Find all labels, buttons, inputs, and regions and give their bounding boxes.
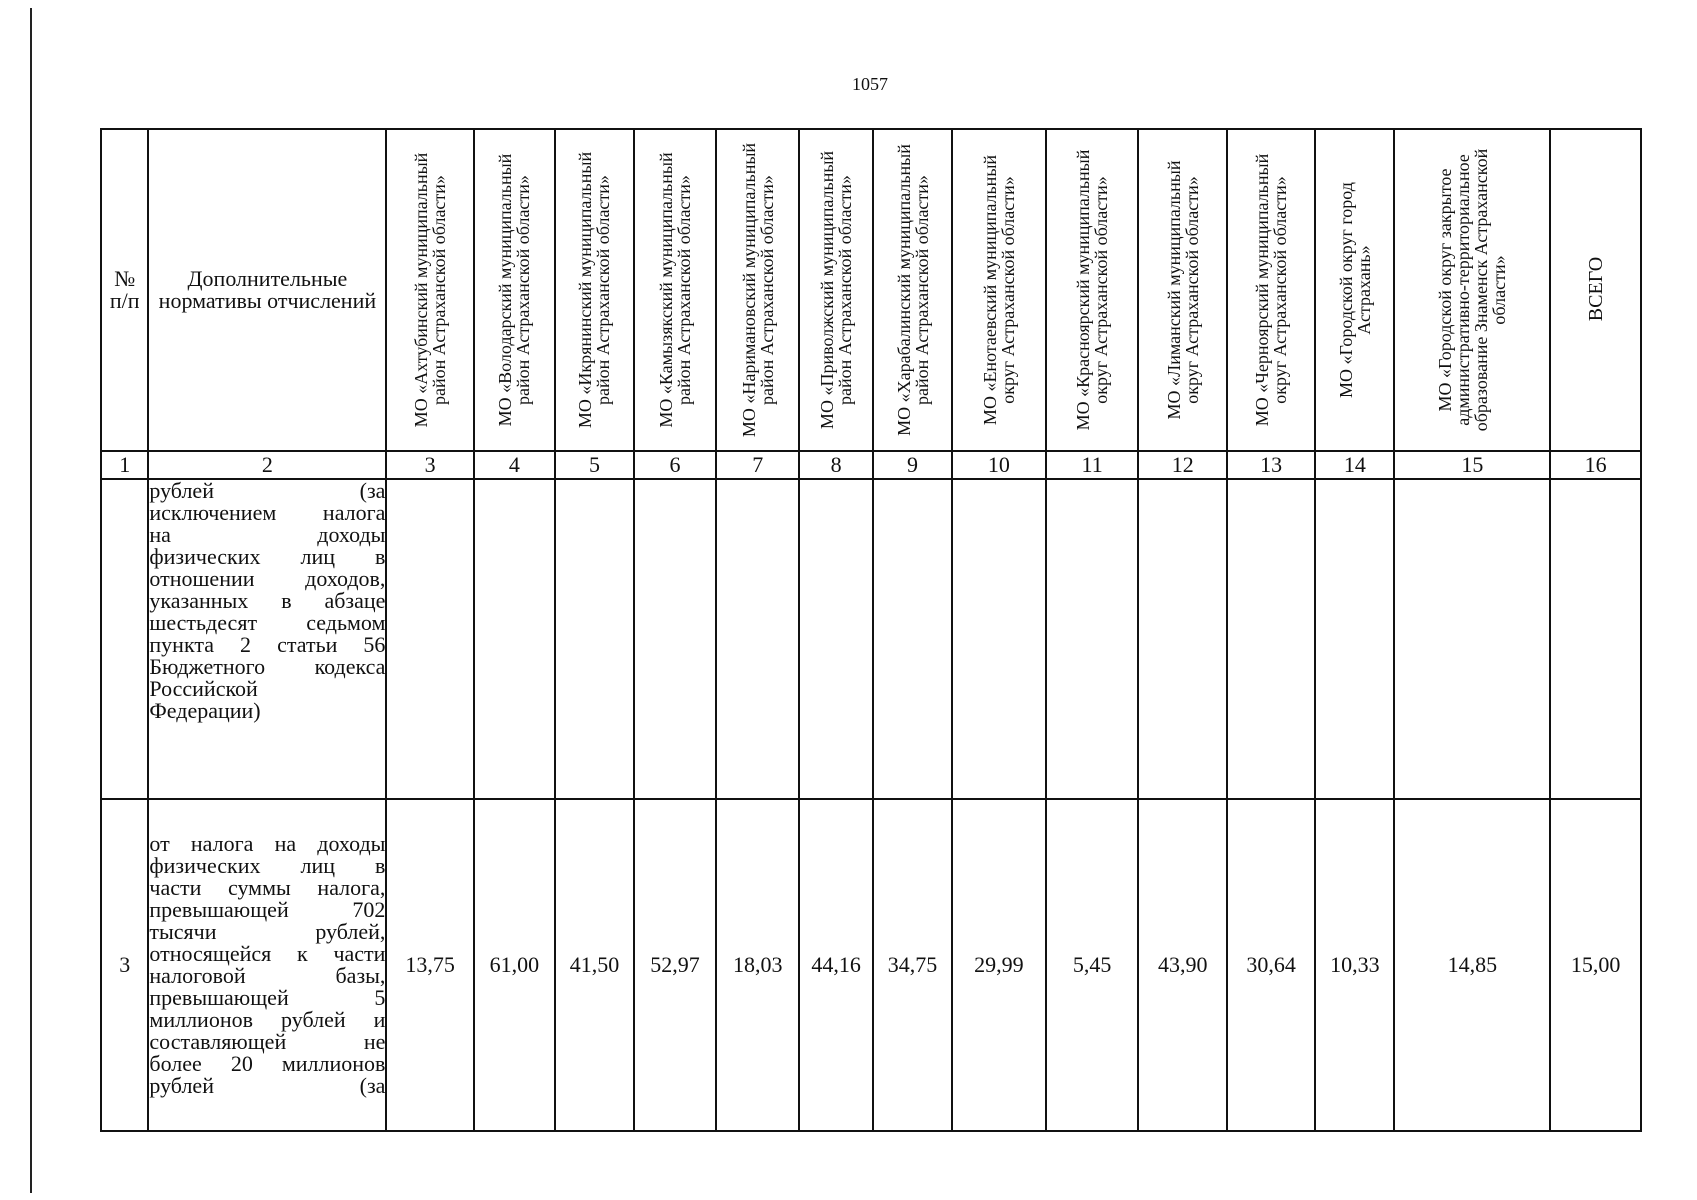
header-narimanovsky-label: МО «Наримановский муниципальный район Астраханской области» xyxy=(738,142,777,438)
column-number: 12 xyxy=(1138,451,1226,479)
column-number: 1 xyxy=(101,451,148,479)
description-line: тысячи рублей, xyxy=(149,919,386,944)
description-line: миллионов рублей и xyxy=(149,1007,386,1032)
header-number-label: № п/п xyxy=(109,266,140,313)
empty-cell xyxy=(1315,479,1394,799)
header-enotaevsky xyxy=(952,129,1046,451)
description-line: относящейся к части xyxy=(149,941,386,966)
value-cell: 29,99 xyxy=(952,799,1046,1131)
column-number: 11 xyxy=(1046,451,1139,479)
value-cell: 13,75 xyxy=(386,799,473,1131)
column-number: 10 xyxy=(952,451,1046,479)
empty-cell xyxy=(1550,479,1641,799)
empty-cell xyxy=(1138,479,1226,799)
header-enotaevsky-label: МО «Енотаевский муниципальный округ Астраханской области» xyxy=(979,154,1018,426)
header-krasnoyarsky xyxy=(1046,129,1139,451)
header-number xyxy=(101,129,148,451)
empty-cell xyxy=(873,479,952,799)
column-number: 16 xyxy=(1550,451,1641,479)
description-line: отношении доходов, xyxy=(149,566,386,591)
header-privolzhsky xyxy=(799,129,873,451)
column-number: 3 xyxy=(386,451,473,479)
description-line: налоговой базы, xyxy=(149,963,386,988)
header-total-label: ВСЕГО xyxy=(1584,256,1607,322)
description-line: Бюджетного кодекса xyxy=(149,654,386,679)
header-akhtubinsky-label: МО «Ахтубинский муниципальный район Астраханской области» xyxy=(411,152,450,428)
description-line: более 20 миллионов xyxy=(149,1051,386,1076)
column-number: 5 xyxy=(555,451,634,479)
column-number: 13 xyxy=(1227,451,1315,479)
value-cell: 15,00 xyxy=(1550,799,1641,1131)
allocation-table xyxy=(100,128,1642,1132)
header-limansky-label: МО «Лиманский муниципальный округ Астраханской области» xyxy=(1163,160,1202,420)
description-line: рублей (за xyxy=(149,478,386,503)
header-privolzhsky-label: МО «Приволжский муниципальный район Астраханской области» xyxy=(817,150,856,430)
column-number: 2 xyxy=(148,451,386,479)
header-total xyxy=(1550,129,1641,451)
header-kamyzyaksky-label: МО «Камызякский муниципальный район Астраханской области» xyxy=(656,152,695,428)
empty-cell xyxy=(386,479,473,799)
empty-cell xyxy=(1227,479,1315,799)
empty-cell xyxy=(555,479,634,799)
empty-cell xyxy=(1046,479,1139,799)
header-volodarsky-label: МО «Володарский муниципальный район Астраханской области» xyxy=(495,153,534,427)
value-cell: 61,00 xyxy=(474,799,555,1131)
header-ikryaninsky-label: МО «Икрянинский муниципальный район Астраханской области» xyxy=(575,151,614,429)
column-number: 14 xyxy=(1315,451,1394,479)
left-margin-line xyxy=(30,8,32,1193)
empty-cell xyxy=(1394,479,1550,799)
value-cell: 44,16 xyxy=(799,799,873,1131)
column-number: 9 xyxy=(873,451,952,479)
header-krasnoyarsky-label: МО «Красноярский муниципальный округ Астраханской области» xyxy=(1073,149,1112,431)
header-row xyxy=(101,129,1641,451)
column-number: 8 xyxy=(799,451,873,479)
header-znamensk-label: МО «Городской округ закрытое административно-территориальное образование Знаменск Астраханской области» xyxy=(1435,148,1510,432)
page-number: 1057 xyxy=(852,74,888,94)
description-line: рублей (за xyxy=(149,1073,386,1098)
header-kharabalinsky-label: МО «Харабалинский муниципальный район Астраханской области» xyxy=(893,144,932,436)
continuation-number-cell xyxy=(101,479,148,799)
description-line: указанных в абзаце xyxy=(149,588,386,613)
column-number: 6 xyxy=(634,451,716,479)
header-chernoyarsky xyxy=(1227,129,1315,451)
description-line: на доходы xyxy=(149,522,386,547)
value-cell: 14,85 xyxy=(1394,799,1550,1131)
value-cell: 10,33 xyxy=(1315,799,1394,1131)
description-line: превышающей 702 xyxy=(149,897,386,922)
header-volodarsky xyxy=(474,129,555,451)
header-description xyxy=(148,129,386,451)
column-number: 4 xyxy=(474,451,555,479)
continuation-description xyxy=(148,479,386,799)
empty-cell xyxy=(474,479,555,799)
table-row xyxy=(101,799,1641,1131)
column-number: 15 xyxy=(1394,451,1550,479)
header-kharabalinsky xyxy=(873,129,952,451)
description-line: от налога на доходы xyxy=(149,831,386,856)
header-narimanovsky xyxy=(716,129,799,451)
description-line: физических лиц в xyxy=(149,544,386,569)
column-number: 7 xyxy=(716,451,799,479)
value-cell: 18,03 xyxy=(716,799,799,1131)
description-line: пункта 2 статьи 56 xyxy=(149,632,386,657)
value-cell: 43,90 xyxy=(1138,799,1226,1131)
header-kamyzyaksky xyxy=(634,129,716,451)
header-ikryaninsky xyxy=(555,129,634,451)
description-line: шестьдесят седьмом xyxy=(149,610,386,635)
description-line: Российской xyxy=(149,676,258,701)
empty-cell xyxy=(952,479,1046,799)
empty-cell xyxy=(799,479,873,799)
description-line: исключением налога xyxy=(149,500,386,525)
value-cell: 34,75 xyxy=(873,799,952,1131)
description-line: составляющей не xyxy=(149,1029,386,1054)
description-line: части суммы налога, xyxy=(149,875,386,900)
value-cell: 41,50 xyxy=(555,799,634,1131)
row-description xyxy=(148,799,386,1131)
value-cell: 30,64 xyxy=(1227,799,1315,1131)
header-astrakhan xyxy=(1315,129,1394,451)
header-chernoyarsky-label: МО «Черноярский муниципальный округ Астраханской области» xyxy=(1252,153,1291,427)
row-number: 3 xyxy=(101,799,148,1131)
continuation-row xyxy=(101,479,1641,799)
description-line: Федерации) xyxy=(149,698,261,723)
empty-cell xyxy=(716,479,799,799)
value-cell: 52,97 xyxy=(634,799,716,1131)
empty-cell xyxy=(634,479,716,799)
header-znamensk xyxy=(1394,129,1550,451)
column-number-row xyxy=(101,451,1641,479)
header-description-label: Дополнительные нормативы отчислений xyxy=(158,266,377,313)
value-cell: 5,45 xyxy=(1046,799,1139,1131)
header-astrakhan-label: МО «Городской округ город Астрахань» xyxy=(1335,182,1374,398)
description-line: превышающей 5 xyxy=(149,985,386,1010)
header-limansky xyxy=(1138,129,1226,451)
header-akhtubinsky xyxy=(386,129,473,451)
description-line: физических лиц в xyxy=(149,853,386,878)
